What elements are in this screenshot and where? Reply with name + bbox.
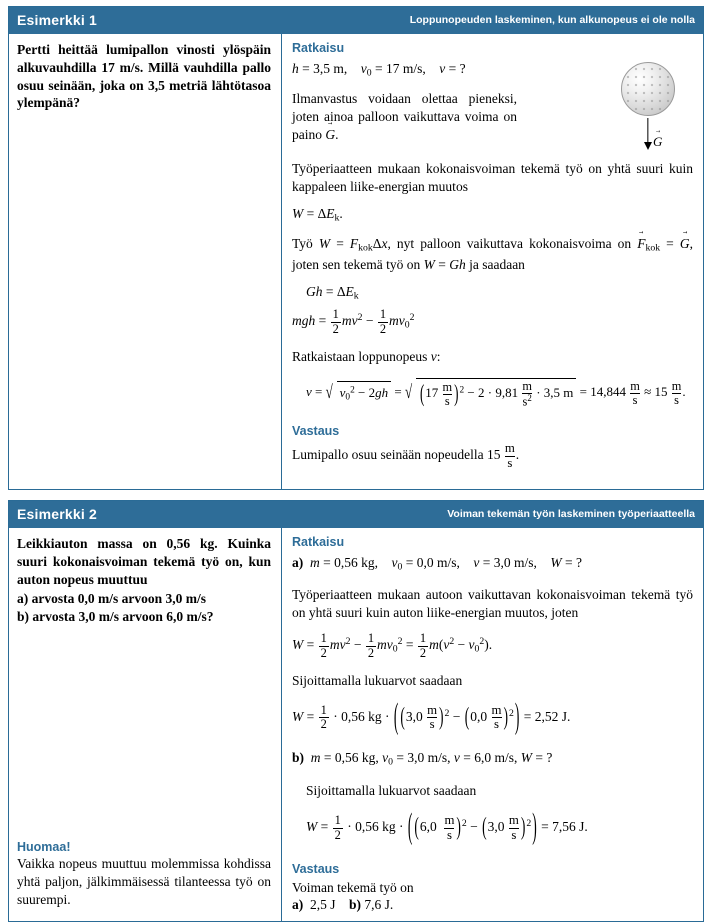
- example-2-hint: [17, 840, 271, 909]
- example-2-question-a: a) arvosta 0,0 m/s arvoon 3,0 m/s: [17, 591, 206, 607]
- example-1-block: [8, 6, 704, 490]
- example-2-paragraph-1: Työperiaatteen mukaan autoon vaikuttavan kokonaisvoiman tekemä työ on yhtä suuri kuin auton liike-energian muutos, joten: [292, 587, 693, 621]
- example-2-body: [9, 528, 703, 921]
- example-2-equation-3: W = $\frac{1}{2}$ · 0,56 kg · ( (6,0 $\frac{m}{s}$ )$^2$ − (3,0 $\frac{m}{s}$ )$^2$) = 7,56 J.: [306, 805, 588, 846]
- example-1-equation-1: $W = \Delta E_k$.: [292, 206, 343, 224]
- example-2-hint-text: Vaikka nopeus muuttuu molemmissa kohdissa yhtä paljon, jälkimmäisessä tilanteessa työ on suurempi.: [17, 855, 271, 908]
- example-2-answer-line-1: Voiman tekemä työ on: [292, 880, 414, 896]
- example-1-given: h = 3,5 m, $v_0 = 17$ m/s, v = ?: [292, 61, 466, 79]
- example-1-paragraph-2: Työperiaatteen mukaan kokonaisvoiman tekemä työ on yhtä suuri kuin kappaleen liike-energian muutos: [292, 161, 693, 195]
- snowball-diagram: [611, 62, 685, 152]
- snowball-icon: [621, 62, 675, 116]
- example-2-paragraph-3: Sijoittamalla lukuarvot saadaan: [306, 783, 477, 799]
- example-1-equation-3: mgh = $\frac{1}{2}$ $mv^2$ − $\frac{1}{2}$ $mv_0^2$: [292, 307, 415, 336]
- example-2-answer-heading: Vastaus: [292, 862, 340, 877]
- example-1-answer-heading: Vastaus: [292, 424, 340, 439]
- example-1-paragraph-4: Ratkaistaan loppunopeus v:: [292, 349, 441, 365]
- example-1-solution-column: [282, 34, 703, 489]
- example-2-hint-heading: Huomaa!: [17, 839, 71, 854]
- example-1-header: [9, 7, 703, 34]
- example-2-given-a: a) m = 0,56 kg, $v_0 = 0,0$ m/s, v = 3,0 m/s, W = ?: [292, 555, 582, 573]
- example-1-question: Pertti heittää lumipallon vinosti ylöspäin alkuvauhdilla 17 m/s. Millä vauhdilla pallo osuu seinään, joka on 3,5 metriä lähtötasoa ylempänä?: [17, 42, 271, 111]
- example-2-header: [9, 501, 703, 528]
- example-2-answer-line-2: a) 2,5 J b) 7,6 J.: [292, 897, 394, 913]
- example-1-equation-2: $Gh = \Delta E_k$: [306, 283, 359, 302]
- weight-force-arrow-icon: [611, 118, 685, 152]
- figure-force-label: G: [653, 134, 663, 149]
- example-2-solution-column: [282, 528, 703, 921]
- example-1-answer: Lumipallo osuu seinään nopeudella 15 $\frac{m}{s}$ .: [292, 441, 520, 470]
- example-1-body: [9, 34, 703, 489]
- example-1-equation-4: v = √ $v_0^2 - 2gh$ = √ (17 $\frac{m}{s}$ )$^2$ − 2 · 9,81 $\frac{m}{s^2}$ · 3,5 m = 14,844 $\frac{m}{s}$ ≈ 15 $\frac{m}{s}$ .: [306, 378, 686, 409]
- example-1-paragraph-1: Ilmanvastus voidaan olettaa pieneksi, joten ainoa palloon vaikuttava voima on paino G →.: [292, 90, 517, 144]
- example-1-question-column: [9, 34, 282, 489]
- example-2-equation-1: W = $\frac{1}{2}$ $mv^2$ − $\frac{1}{2}$ $mv_0^2$ = $\frac{1}{2}$ $m(v^2 - v_0^2)$.: [292, 631, 493, 660]
- example-2-block: [8, 500, 704, 922]
- example-1-paragraph-3: Työ $W = F_{kok}\Delta x$, nyt palloon vaikuttava kokonaisvoima on $F \to_{kok} = G$ →, joten sen tekemä työ on W = Gh ja saadaan: [292, 235, 693, 274]
- example-2-solution-heading: Ratkaisu: [292, 535, 345, 549]
- example-2-equation-2: W = $\frac{1}{2}$ · 0,56 kg · ( (3,0 $\frac{m}{s}$ )$^2$ − (0,0 $\frac{m}{s}$ )$^2$) = 2,52 J.: [292, 695, 571, 736]
- example-2-question-column: [9, 528, 282, 921]
- example-2-paragraph-2: Sijoittamalla lukuarvot saadaan: [292, 673, 463, 689]
- example-2-question-b: b) arvosta 3,0 m/s arvoon 6,0 m/s?: [17, 609, 214, 625]
- example-2-question: Leikkiauton massa on 0,56 kg. Kuinka suuri kokonaisvoiman tekemä työ on, kun auton nopeus muuttuu: [17, 536, 271, 587]
- example-2-subtitle: Voiman tekemän työn laskeminen työperiaatteella: [447, 508, 695, 520]
- example-1-subtitle: Loppunopeuden laskeminen, kun alkunopeus ei ole nolla: [409, 14, 695, 26]
- example-2-given-b: b) m = 0,56 kg, $v_0 = 3,0$ m/s, v = 6,0 m/s, W = ?: [292, 749, 553, 768]
- example-1-solution-heading: Ratkaisu: [292, 41, 345, 55]
- example-2-title: Esimerkki 2: [17, 506, 98, 522]
- example-1-title: Esimerkki 1: [17, 12, 98, 28]
